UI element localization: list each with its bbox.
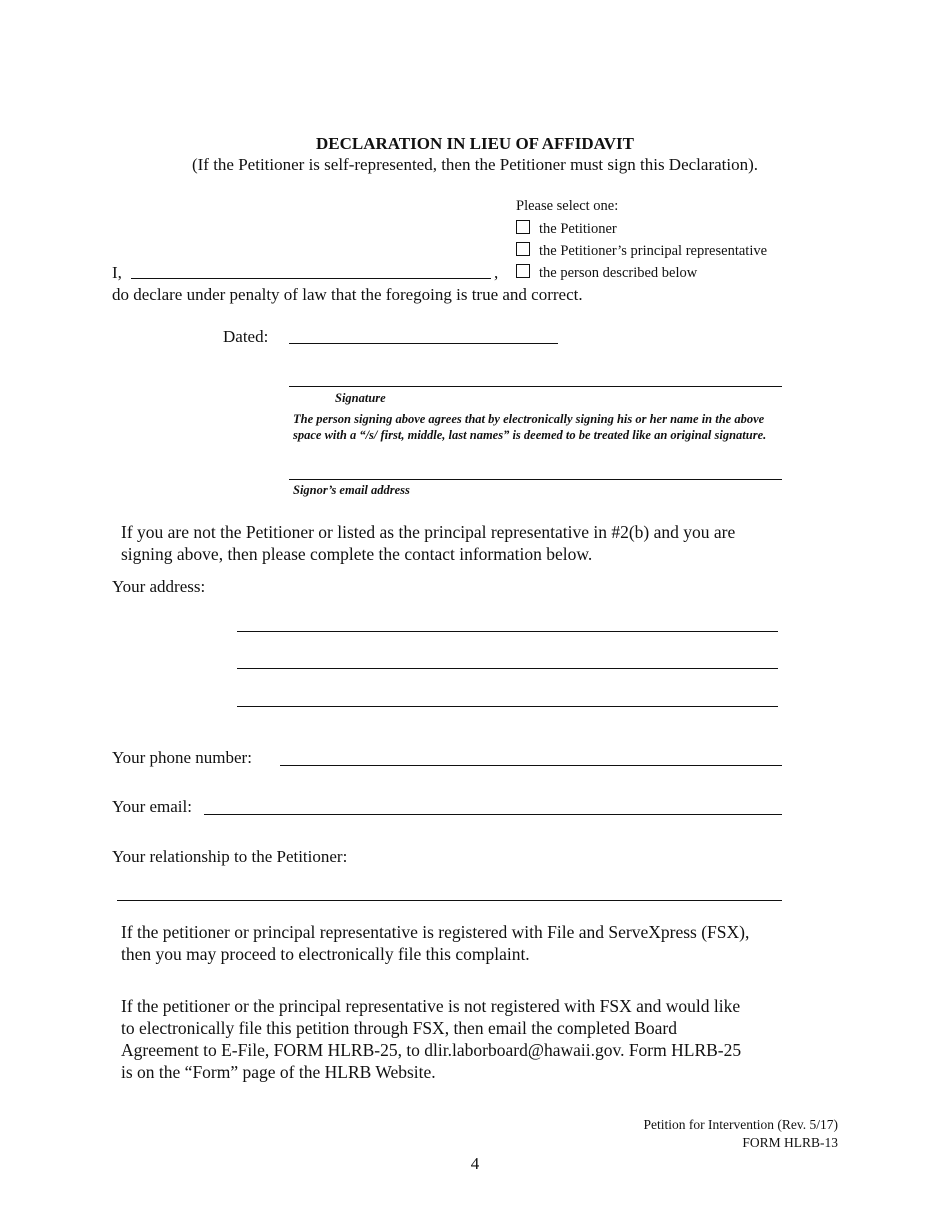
select-prompt: Please select one: bbox=[516, 198, 619, 214]
option-person-described-label: the person described below bbox=[539, 265, 698, 281]
signor-email-field[interactable] bbox=[289, 479, 782, 480]
address-line-2[interactable] bbox=[237, 668, 778, 669]
checkbox-person-described-below[interactable] bbox=[516, 264, 530, 278]
footer-form-title: Petition for Intervention (Rev. 5/17) bbox=[643, 1117, 838, 1132]
date-field[interactable] bbox=[289, 343, 558, 344]
filing-para1-line-2: then you may proceed to electronically file this complaint. bbox=[121, 944, 530, 964]
filing-para2-line-4: is on the “Form” page of the HLRB Website. bbox=[121, 1062, 436, 1082]
contact-intro-line-2: signing above, then please complete the contact information below. bbox=[121, 544, 593, 564]
signature-field[interactable] bbox=[289, 386, 782, 387]
phone-label: Your phone number: bbox=[112, 748, 252, 767]
declaration-title: DECLARATION IN LIEU OF AFFIDAVIT bbox=[315, 134, 634, 153]
page-number: 4 bbox=[470, 1154, 480, 1173]
filing-para2-line-2: to electronically file this petition through FSX, then email the completed Board bbox=[121, 1018, 677, 1038]
esign-note-line-1: The person signing above agrees that by electronically signing his or her name in the above bbox=[293, 412, 765, 426]
signor-email-label: Signor’s email address bbox=[293, 483, 410, 497]
option-principal-representative-label: the Petitioner’s principal representative bbox=[539, 243, 768, 259]
dated-label: Dated: bbox=[223, 327, 269, 346]
address-label: Your address: bbox=[112, 577, 206, 596]
checkbox-petitioner[interactable] bbox=[516, 220, 530, 234]
declarant-name-field[interactable] bbox=[131, 278, 491, 279]
relationship-label: Your relationship to the Petitioner: bbox=[112, 847, 348, 866]
relationship-field[interactable] bbox=[117, 900, 782, 901]
contact-intro-line-1: If you are not the Petitioner or listed as the principal representative in #2(b) and you are bbox=[121, 522, 736, 542]
declaration-subtitle: (If the Petitioner is self-represented, then the Petitioner must sign this Declaration). bbox=[191, 155, 759, 174]
email-label: Your email: bbox=[112, 797, 192, 816]
esign-note-line-2: space with a “/s/ first, middle, last names” is deemed to be treated like an original signature. bbox=[293, 428, 767, 442]
address-line-1[interactable] bbox=[237, 631, 778, 632]
option-petitioner-label: the Petitioner bbox=[539, 221, 617, 237]
signature-label: Signature bbox=[335, 391, 386, 405]
declare-statement: do declare under penalty of law that the foregoing is true and correct. bbox=[112, 285, 583, 304]
email-field[interactable] bbox=[204, 814, 782, 815]
checkbox-principal-representative[interactable] bbox=[516, 242, 530, 256]
comma: , bbox=[494, 263, 499, 282]
phone-field[interactable] bbox=[280, 765, 782, 766]
i-label: I, bbox=[112, 263, 122, 282]
filing-para1-line-1: If the petitioner or principal representative is registered with File and ServeXpress (FSX), bbox=[121, 922, 750, 942]
filing-para2-line-1: If the petitioner or the principal representative is not registered with FSX and would like bbox=[121, 996, 741, 1016]
filing-para2-line-3: Agreement to E-File, FORM HLRB-25, to dlir.laborboard@hawaii.gov. Form HLRB-25 bbox=[121, 1040, 742, 1060]
footer-form-number: FORM HLRB-13 bbox=[742, 1135, 838, 1150]
address-line-3[interactable] bbox=[237, 706, 778, 707]
